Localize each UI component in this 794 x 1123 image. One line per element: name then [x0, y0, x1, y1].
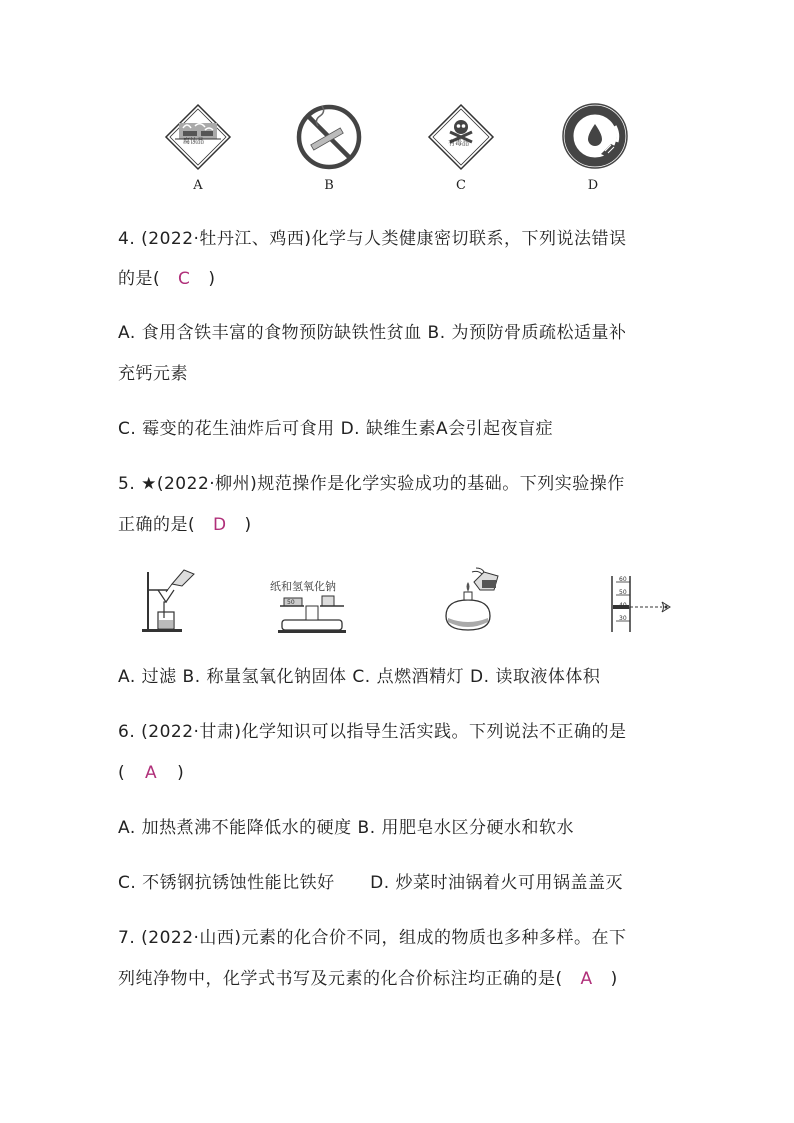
q6-answer: A [145, 763, 158, 783]
q5-stem-prefix: 正确的是( [118, 515, 196, 535]
q6-stem-line1: 6. (2022·甘肃)化学知识可以指导生活实践。下列说法不正确的是 [118, 722, 627, 742]
cylinder-tick-30: 30 [619, 615, 627, 622]
cylinder-tick-50: 50 [619, 589, 627, 596]
q4-options-ab-line1: A. 食用含铁丰富的食物预防缺铁性贫血 B. 为预防骨质疏松适量补 [118, 323, 627, 343]
q7-answer: A [580, 969, 593, 989]
q5-stem-line2 [118, 514, 252, 536]
q4-stem-line1: 4. (2022·牡丹江、鸡西)化学与人类健康密切联系，下列说法错误 [118, 229, 627, 249]
q4-stem-line2 [118, 268, 215, 290]
alcohol-lamp-icon [440, 566, 504, 634]
q6-stem-prefix: ( [118, 763, 126, 783]
q5-stem-suffix: ) [244, 515, 252, 535]
q6-stem-suffix: ) [177, 763, 185, 783]
symbol-label-c: C [456, 178, 466, 193]
q7-stem-line2 [118, 968, 618, 990]
cylinder-tick-60: 60 [619, 576, 627, 583]
q7-stem-suffix: ) [610, 969, 618, 989]
toxic-text: 有毒品 [448, 139, 469, 147]
svg-text:50: 50 [287, 599, 295, 606]
q4-answer: C [178, 269, 191, 289]
q7-stem-prefix: 列纯净物中，化学式书写及元素的化合价标注均正确的是( [118, 969, 563, 989]
q6-options-cd: C. 不锈钢抗锈蚀性能比铁好 D. 炒菜时油锅着火可用锅盖盖灭 [118, 873, 623, 893]
q4-stem-prefix: 的是( [118, 269, 161, 289]
q5-options: A. 过滤 B. 称量氢氧化钠固体 C. 点燃酒精灯 D. 读取液体体积 [118, 667, 601, 687]
q4-stem-suffix: ) [208, 269, 216, 289]
q6-stem-line2 [118, 762, 184, 784]
q5-answer: D [213, 515, 227, 535]
q7-stem-line1: 7. (2022·山西)元素的化合价不同，组成的物质也多种多样。在下 [118, 928, 627, 948]
q6-options-ab: A. 加热煮沸不能降低水的硬度 B. 用肥皂水区分硬水和软水 [118, 818, 575, 838]
symbol-label-b: B [324, 178, 334, 193]
symbol-label-a: A [193, 178, 203, 193]
q4-options-ab-line2: 充钙元素 [118, 364, 188, 384]
q5-stem-line1: 5. ★(2022·柳州)规范操作是化学实验成功的基础。下列实验操作 [118, 474, 625, 494]
q4-options-cd: C. 霉变的花生油炸后可食用 D. 缺维生素A会引起夜盲症 [118, 419, 554, 439]
toxic-symbol-icon [428, 104, 494, 170]
no-smoking-symbol-icon [296, 104, 362, 170]
balance-label: 纸和氢氧化钠 [270, 580, 336, 593]
corrosive-text: 腐蚀品 [183, 137, 204, 145]
balance-scale-icon [276, 592, 348, 634]
water-saving-symbol-icon [561, 102, 629, 170]
graduated-cylinder-icon [600, 574, 680, 636]
symbol-label-d: D [587, 178, 599, 193]
cylinder-tick-40: 40 [619, 602, 627, 609]
filtration-apparatus-icon [138, 566, 198, 634]
